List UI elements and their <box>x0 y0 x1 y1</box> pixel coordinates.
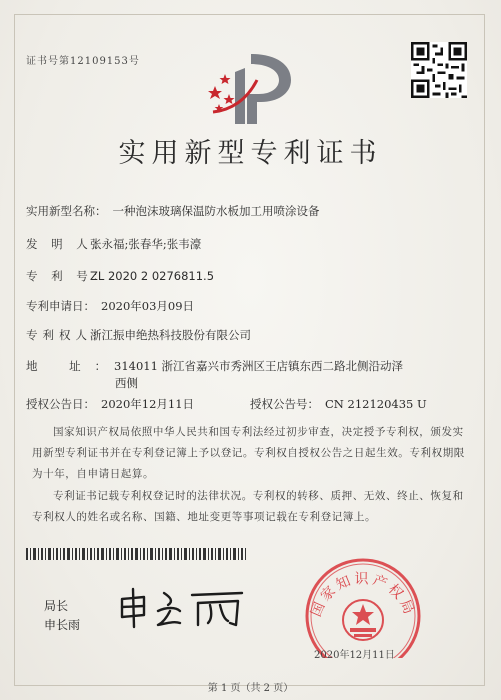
inventor-value: 张永福;张春华;张韦濠 <box>90 237 202 251</box>
grant-number-value: CN 212120435 U <box>325 397 427 411</box>
certificate-title: 实用新型专利证书 <box>118 138 383 169</box>
official-seal <box>298 548 428 658</box>
grant-number-row <box>250 396 427 412</box>
inventor-label: 发 明 人： <box>26 237 110 251</box>
patentee-row <box>26 327 251 343</box>
address-row <box>26 358 403 374</box>
page-indicator: 第 1 页（共 2 页） <box>207 683 294 694</box>
filing-date-label: 专利申请日： <box>26 299 95 313</box>
body-paragraph-1: 国家知识产权局依照中华人民共和国专利法经过初步审查，决定授予专利权，颁发实用新型专利证书并在专利登记簿上予以登记。专利权自授权公告之日起生效。专利权期限为十年，自申请日起算。 <box>32 426 465 480</box>
director-title: 局长 <box>44 599 69 613</box>
patent-number-row <box>26 268 214 284</box>
barcode-strip <box>26 548 246 560</box>
certificate-number: 证书号第12109153号 <box>26 56 140 67</box>
handwritten-signature <box>114 585 254 631</box>
grant-number-label: 授权公告号： <box>250 397 319 411</box>
address-label: 地 址： <box>26 359 121 373</box>
filing-date-row <box>26 298 194 314</box>
patent-number-value: ZL 2020 2 0276811.5 <box>90 269 215 283</box>
filing-date-value: 2020年03月09日 <box>101 299 195 313</box>
grant-date-value: 2020年12月11日 <box>101 397 195 411</box>
address-value-line1: 314011 浙江省嘉兴市秀洲区王店镇东西二路北侧沿动泽 <box>114 359 404 373</box>
body-paragraph-2: 专利证书记载专利权登记时的法律状况。专利权的转移、质押、无效、终止、恢复和专利权人的姓名或名称、国籍、地址变更等事项记载在专利登记簿上。 <box>32 490 464 523</box>
address-value-line2: 西侧 <box>115 376 138 390</box>
patentee-value: 浙江振申绝热科技股份有限公司 <box>90 328 251 342</box>
utility-name-row <box>26 203 320 219</box>
director-name: 申长雨 <box>44 618 81 632</box>
seal-text: 国家知识产权局 <box>308 571 418 620</box>
patent-number-label: 专 利 号： <box>26 269 110 283</box>
inventor-row <box>26 236 201 252</box>
qr-code-icon <box>411 42 467 98</box>
issue-date: 2020年12月11日 <box>314 650 395 661</box>
grant-date-row <box>26 396 194 412</box>
utility-name-value: 一种泡沫玻璃保温防水板加工用喷涂设备 <box>112 204 320 218</box>
grant-date-label: 授权公告日： <box>26 397 95 411</box>
patent-office-logo-icon <box>205 50 297 126</box>
utility-name-label: 实用新型名称： <box>26 204 107 218</box>
patentee-label: 专利权人： <box>26 328 109 342</box>
